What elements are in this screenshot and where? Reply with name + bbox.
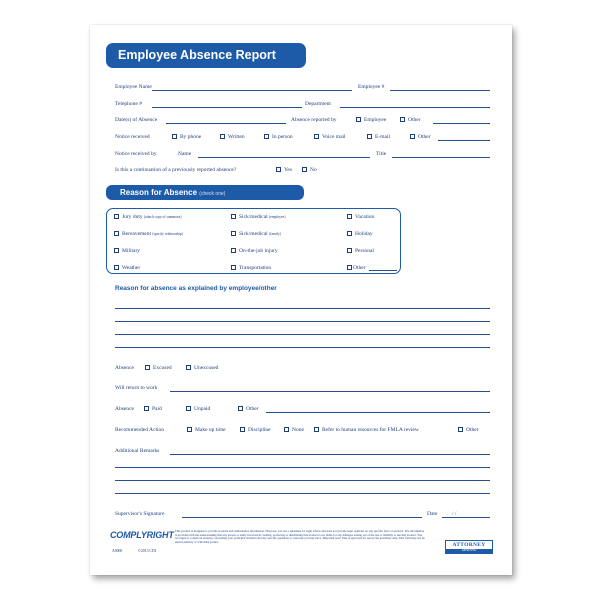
checkbox-icon[interactable] bbox=[347, 248, 352, 253]
dates-of-absence-line[interactable] bbox=[166, 123, 286, 124]
reason-on-the-job-injury[interactable]: On-the-job injury bbox=[231, 247, 278, 255]
remarks-line[interactable] bbox=[170, 454, 490, 455]
checkbox-icon[interactable] bbox=[114, 231, 119, 236]
reason-other[interactable]: Other bbox=[347, 264, 366, 272]
will-return-label: Will return to work bbox=[115, 385, 158, 391]
action-other[interactable]: Other bbox=[458, 425, 479, 435]
additional-remarks-label: Additional Remarks bbox=[115, 448, 160, 454]
title-label: Title bbox=[376, 151, 387, 157]
checkbox-icon[interactable] bbox=[347, 214, 352, 219]
remarks-line[interactable] bbox=[115, 467, 490, 468]
reason-box bbox=[106, 208, 401, 274]
attorney-approved-badge bbox=[445, 540, 493, 554]
checkbox-icon[interactable] bbox=[114, 214, 119, 219]
absence-reported-by-label: Absence reported by bbox=[291, 117, 337, 123]
recommended-action-label: Recommended Action bbox=[115, 427, 165, 433]
reason-transportation[interactable]: Transportation bbox=[231, 264, 271, 272]
action-make-up-time[interactable]: Make up time bbox=[187, 425, 226, 435]
checkbox-icon[interactable] bbox=[114, 265, 119, 270]
department-label: Department bbox=[305, 101, 331, 107]
name-line[interactable] bbox=[198, 157, 370, 158]
employee-no-label: Employee # bbox=[358, 84, 385, 90]
checkbox-icon[interactable] bbox=[231, 248, 236, 253]
employee-name-label: Employee Name bbox=[115, 84, 152, 90]
checkbox-icon[interactable] bbox=[410, 134, 415, 139]
reported-other-option[interactable]: Other bbox=[400, 115, 421, 125]
reason-other-line[interactable] bbox=[369, 270, 397, 271]
paid-option[interactable]: Paid bbox=[144, 404, 162, 414]
checkbox-icon[interactable] bbox=[231, 214, 236, 219]
form-code: A0000 bbox=[112, 549, 123, 553]
notice-received-label: Notice received bbox=[115, 134, 150, 140]
checkbox-icon[interactable] bbox=[458, 427, 463, 432]
notice-written-option[interactable]: Written bbox=[220, 132, 245, 142]
remarks-line[interactable] bbox=[115, 480, 490, 481]
continuation-question: Is this a continuation of a previously reported absence? bbox=[115, 167, 237, 173]
reason-personal[interactable]: Personal bbox=[347, 247, 374, 255]
checkbox-icon[interactable] bbox=[240, 427, 245, 432]
dates-of-absence-label: Date(s) of Absence bbox=[115, 117, 158, 123]
disclaimer-text: This product is designed to provide accurate and authoritative information. However, it is not a substitute for legal advice and does not provide legal opinions on any specific facts or services. The information is provided with the understanding that any person or entity involved in creating, producing or distributing this product is not liable for any damages arising out of the use or inability to use this product. You are urged to consult an attorney concerning your particular situation and any specific questions or concerns you may have. Important note: This is approved for use by the purchaser only. This form may not be shared publicly or with third parties. bbox=[175, 529, 425, 544]
reason-holiday[interactable]: Holiday bbox=[347, 230, 373, 238]
department-line[interactable] bbox=[340, 107, 490, 108]
checkbox-icon[interactable] bbox=[186, 365, 191, 370]
unpaid-option[interactable]: Unpaid bbox=[186, 404, 210, 414]
action-discipline[interactable]: Discipline bbox=[240, 425, 271, 435]
date-label: Date bbox=[427, 511, 438, 517]
checkbox-icon[interactable] bbox=[302, 167, 307, 172]
date-line[interactable] bbox=[442, 517, 490, 518]
supervisor-signature-label: Supervisor's Signature bbox=[115, 511, 165, 517]
checkbox-icon[interactable] bbox=[367, 134, 372, 139]
excused-option[interactable]: Excused bbox=[145, 363, 172, 373]
employee-name-line[interactable] bbox=[152, 90, 352, 91]
checkbox-icon[interactable] bbox=[276, 167, 281, 172]
notice-other-line[interactable] bbox=[438, 140, 490, 141]
checkbox-icon[interactable] bbox=[220, 134, 225, 139]
date-separators: / / bbox=[452, 511, 457, 517]
badge-top-text: ATTORNEY bbox=[452, 542, 486, 548]
will-return-line[interactable] bbox=[170, 391, 490, 392]
signature-line[interactable] bbox=[182, 517, 422, 518]
notice-email-option[interactable]: E-mail bbox=[367, 132, 390, 142]
explained-heading: Reason for absence as explained by employee/other bbox=[115, 285, 277, 292]
complyright-logo: COMPLYRIGHT bbox=[110, 530, 174, 540]
checkbox-icon[interactable] bbox=[145, 365, 150, 370]
explained-line[interactable] bbox=[115, 334, 490, 335]
pay-other-line[interactable] bbox=[266, 412, 490, 413]
absence-label: Absence bbox=[115, 365, 134, 371]
checkbox-icon[interactable] bbox=[187, 427, 192, 432]
reason-sick-family[interactable]: Sick/medical (family) bbox=[231, 230, 281, 238]
reason-military[interactable]: Military bbox=[114, 247, 140, 255]
action-refer-hr[interactable]: Refer to human resources for FMLA review bbox=[314, 425, 419, 435]
reason-vacation[interactable]: Vacation bbox=[347, 213, 374, 221]
name-label: Name bbox=[178, 151, 192, 157]
checkbox-icon[interactable] bbox=[231, 265, 236, 270]
reported-other-line[interactable] bbox=[433, 123, 490, 124]
notice-other-option[interactable]: Other bbox=[410, 132, 431, 142]
employee-no-line[interactable] bbox=[390, 90, 490, 91]
checkbox-icon[interactable] bbox=[400, 117, 405, 122]
action-none[interactable]: None bbox=[284, 425, 304, 435]
title-line[interactable] bbox=[392, 157, 490, 158]
form-sheet bbox=[90, 25, 512, 575]
explained-line[interactable] bbox=[115, 347, 490, 348]
continuation-yes-option[interactable]: Yes bbox=[276, 165, 292, 175]
checkbox-icon[interactable] bbox=[284, 427, 289, 432]
checkbox-icon[interactable] bbox=[314, 134, 319, 139]
checkbox-icon[interactable] bbox=[231, 231, 236, 236]
checkbox-icon[interactable] bbox=[186, 406, 191, 411]
notice-received-by-label: Notice received by bbox=[115, 151, 157, 157]
checkbox-icon[interactable] bbox=[114, 248, 119, 253]
continuation-no-option[interactable]: No bbox=[302, 165, 317, 175]
checkbox-icon[interactable] bbox=[314, 427, 319, 432]
telephone-label: Telephone # bbox=[115, 101, 142, 107]
reason-bereavement[interactable]: Bereavement (specify relationship) bbox=[114, 230, 183, 238]
reason-jury-duty[interactable]: Jury duty (attach copy of summons) bbox=[114, 213, 181, 221]
checkbox-icon[interactable] bbox=[264, 134, 269, 139]
checkbox-icon[interactable] bbox=[144, 406, 149, 411]
copyright-text: ©2013 CDI bbox=[138, 549, 156, 553]
checkbox-icon[interactable] bbox=[347, 231, 352, 236]
explained-line[interactable] bbox=[115, 308, 490, 309]
telephone-line[interactable] bbox=[152, 107, 302, 108]
checkbox-icon[interactable] bbox=[356, 117, 361, 122]
badge-bottom-text: APPROVED bbox=[446, 549, 492, 554]
reported-employee-option[interactable]: Employee bbox=[356, 115, 386, 125]
explained-line[interactable] bbox=[115, 321, 490, 322]
checkbox-icon[interactable] bbox=[172, 134, 177, 139]
notice-in-person-option[interactable]: In person bbox=[264, 132, 293, 142]
absence-pay-label: Absence bbox=[115, 406, 134, 412]
form-title: Employee Absence Report bbox=[106, 43, 306, 68]
pay-other-option[interactable]: Other bbox=[238, 404, 259, 414]
reason-sick-employee[interactable]: Sick/medical (employee) bbox=[231, 213, 285, 221]
checkbox-icon[interactable] bbox=[238, 406, 243, 411]
reason-section-header: Reason for Absence (check one) bbox=[106, 185, 304, 200]
reason-weather[interactable]: Weather bbox=[114, 264, 140, 272]
remarks-line[interactable] bbox=[115, 493, 490, 494]
unexcused-option[interactable]: Unexcused bbox=[186, 363, 218, 373]
notice-by-phone-option[interactable]: By phone bbox=[172, 132, 201, 142]
checkbox-icon[interactable] bbox=[347, 265, 352, 270]
notice-voice-mail-option[interactable]: Voice mail bbox=[314, 132, 346, 142]
